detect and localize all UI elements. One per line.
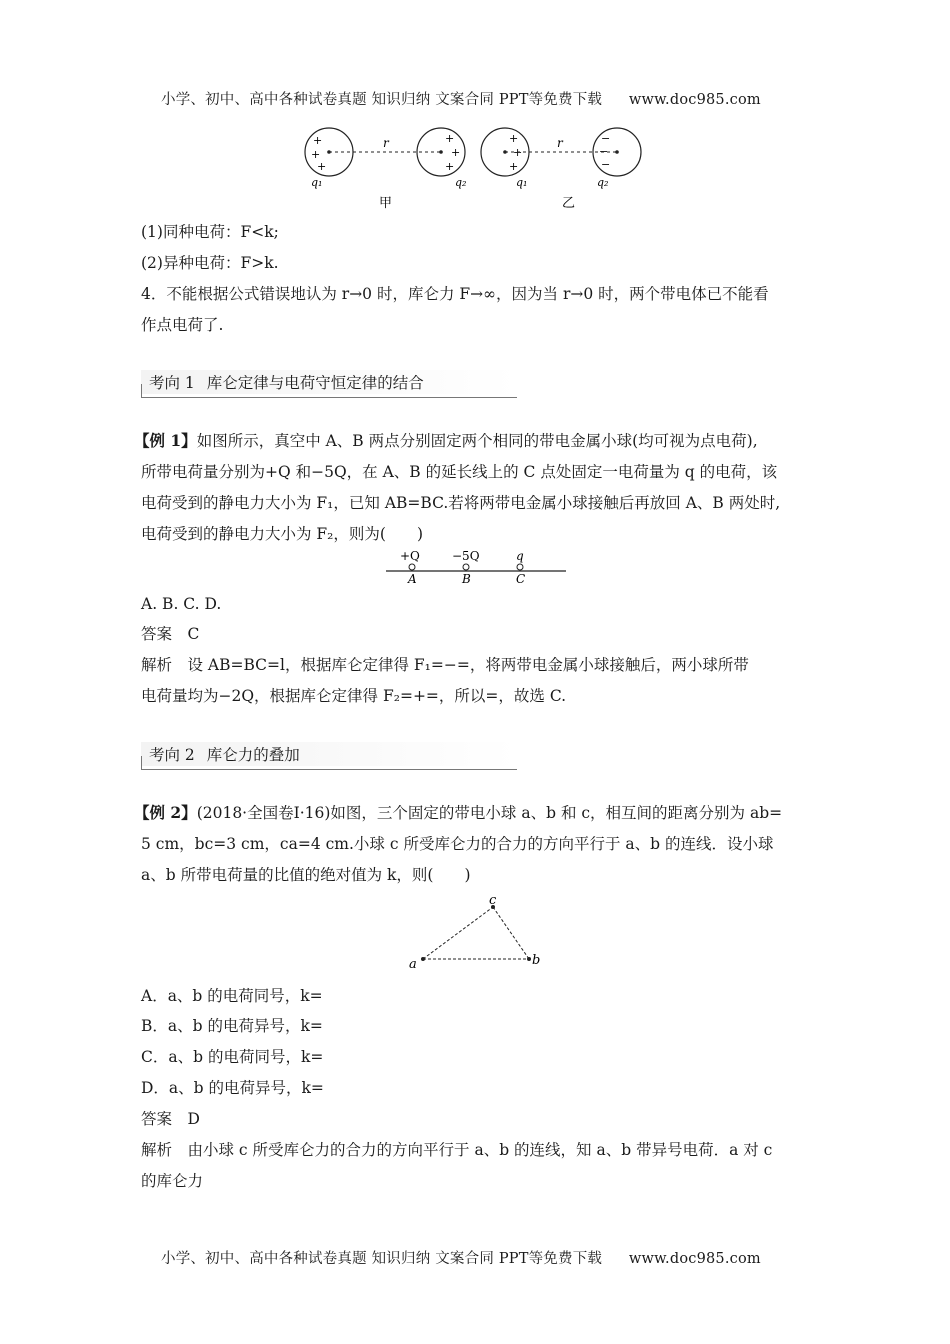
figure-jia <box>305 128 466 211</box>
q2-label: q₂ <box>455 176 467 189</box>
svg-text:+: + <box>451 146 461 159</box>
point-label: A <box>408 572 417 586</box>
point-label: c <box>489 893 497 908</box>
example1-line: 【例 1】如图所示，真空中 A、B 两点分别固定两个相同的带电金属小球(均可视为点电荷), <box>134 431 758 450</box>
example2-line: 5 cm，bc=3 cm，ca=4 cm.小球 c 所受库仑力的合力的方向平行于 a、b 的连线．设小球 <box>141 835 774 853</box>
page-footer <box>161 1247 761 1268</box>
options: A. B. C. D. <box>141 595 222 613</box>
caption-yi: 乙 <box>562 196 576 211</box>
svg-text:+: + <box>317 160 327 173</box>
content-line: (1)同种电荷：F<k; <box>141 223 279 241</box>
header-text: 小学、初中、高中各种试卷真题 知识归纳 文案合同 PPT等免费下载 <box>161 92 603 108</box>
example1-line: 电荷受到的静电力大小为 F₁，已知 AB=BC.若将两带电金属小球接触后再放回 A、B 两处时, <box>141 494 781 512</box>
example-label: 【例 2】 <box>134 803 197 822</box>
answer: 答案 C <box>141 625 200 643</box>
analysis-line: 的库仑力 <box>141 1172 204 1190</box>
footer-url[interactable]: www.doc985.com <box>628 1251 761 1267</box>
section-heading-1 <box>141 370 517 394</box>
svg-text:+: + <box>311 148 321 161</box>
figure-yi <box>481 128 641 211</box>
example1-line: 电荷受到的静电力大小为 F₂，则为( ) <box>141 525 423 543</box>
svg-text:+: + <box>513 146 523 159</box>
analysis-line: 解析 设 AB=BC=l，根据库仑定律得 F₁=−=，将两带电金属小球接触后，两小球所带 <box>141 656 749 674</box>
point-label: C <box>516 572 526 586</box>
example-label: 【例 1】 <box>134 431 197 450</box>
svg-text:−: − <box>601 132 611 145</box>
abc-line-figure <box>384 546 570 586</box>
svg-text:+: + <box>445 132 455 145</box>
example2-line: a、b 所带电荷量的比值的绝对值为 k，则( ) <box>141 866 471 884</box>
svg-text:−: − <box>601 158 611 171</box>
content-line: 作点电荷了. <box>141 316 224 334</box>
charge-figure <box>295 122 655 214</box>
answer: 答案 D <box>141 1110 200 1128</box>
section-title: 库仑定律与电荷守恒定律的结合 <box>206 374 424 392</box>
svg-text:r: r <box>383 136 389 150</box>
section-number: 考向 2 <box>149 746 195 764</box>
option-a: A．a、b 的电荷同号，k= <box>141 987 323 1005</box>
point-label: a <box>409 957 417 972</box>
svg-text:+: + <box>509 132 519 145</box>
section-number: 考向 1 <box>149 374 195 392</box>
content-line: 4．不能根据公式错误地认为 r→0 时，库仑力 F→∞，因为当 r→0 时，两个带电体已不能看 <box>141 285 769 303</box>
charge-label: −5Q <box>452 549 480 563</box>
page-header <box>161 88 761 109</box>
example1-line: 所带电荷量分别为+Q 和−5Q，在 A、B 的延长线上的 C 点处固定一电荷量为 q 的电荷，该 <box>141 463 778 481</box>
charge-label: +Q <box>400 549 420 563</box>
svg-text:q₁: q₁ <box>516 176 528 189</box>
point-label: b <box>532 953 541 968</box>
caption-jia: 甲 <box>379 196 393 211</box>
analysis-line: 电荷量均为−2Q，根据库仑定律得 F₂=+=，所以=，故选 C. <box>141 687 567 705</box>
example2-line: 【例 2】(2018·全国卷Ⅰ·16)如图，三个固定的带电小球 a、b 和 c，相互间的距离分别为 ab= <box>134 803 783 822</box>
option-c: C．a、b 的电荷同号，k= <box>141 1048 324 1066</box>
header-url[interactable]: www.doc985.com <box>628 92 761 108</box>
triangle-figure <box>405 893 545 973</box>
content-line: (2)异种电荷：F>k. <box>141 254 279 272</box>
footer-text: 小学、初中、高中各种试卷真题 知识归纳 文案合同 PPT等免费下载 <box>161 1251 603 1267</box>
analysis-line: 解析 由小球 c 所受库仑力的合力的方向平行于 a、b 的连线，知 a、b 带异号电荷．a 对 c <box>141 1141 773 1159</box>
point-label: B <box>462 572 471 586</box>
svg-text:+: + <box>445 160 455 173</box>
charge-label: q <box>516 549 524 563</box>
svg-text:−: − <box>599 145 609 158</box>
section-heading-2 <box>141 742 517 766</box>
q1-label: q₁ <box>311 176 323 189</box>
svg-text:+: + <box>313 134 323 147</box>
svg-text:q₂: q₂ <box>597 176 609 189</box>
option-b: B．a、b 的电荷异号，k= <box>141 1017 323 1035</box>
svg-text:r: r <box>557 136 563 150</box>
svg-text:+: + <box>509 160 519 173</box>
section-title: 库仑力的叠加 <box>206 746 300 764</box>
option-d: D．a、b 的电荷异号，k= <box>141 1079 324 1097</box>
